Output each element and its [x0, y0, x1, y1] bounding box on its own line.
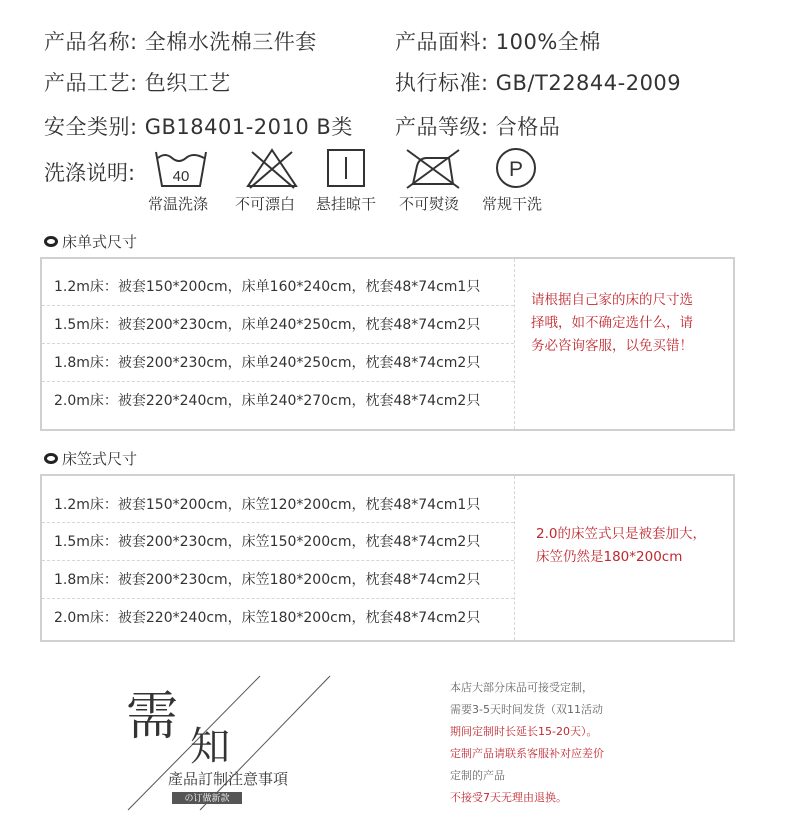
notice-line-4: 定制产品请联系客服补对应差价 — [450, 747, 604, 760]
flat-sheet-note: 请根据自己家的床的尺寸选 择哦，如不确定选什么，请 务必咨询客服，以免买错！ — [531, 292, 693, 354]
fitted-sheet-title-text: 床笠式尺寸 — [62, 450, 138, 468]
notice-line-6: 不接受7天无理由退换。 — [450, 791, 567, 804]
notice-subtitle: 產品訂制注意事項 — [168, 770, 289, 788]
wash-caption-1: 常温洗涤 — [148, 195, 209, 213]
notice-graphic — [118, 668, 368, 818]
table-row: 1.5m床：被套200*230cm，床单240*250cm，枕套48*74cm2只 — [54, 317, 481, 333]
no-iron-icon — [403, 146, 463, 190]
dry-clean-letter: P — [508, 158, 524, 181]
wash-caption-4: 不可熨烫 — [399, 195, 460, 213]
no-bleach-icon — [244, 146, 300, 190]
bullet-icon — [44, 453, 58, 464]
product-name: 产品名称: 全棉水洗棉三件套 — [44, 30, 317, 54]
flat-sheet-table — [40, 257, 735, 431]
wash-temp: 40 — [172, 168, 190, 185]
notice-char-2: 知 — [190, 724, 230, 770]
product-safety: 安全类别: GB18401-2010 B类 — [44, 115, 353, 139]
notice-line-3: 期间定制时长延长15-20天）。 — [450, 725, 598, 738]
flat-sheet-title-text: 床单式尺寸 — [62, 233, 138, 251]
flat-sheet-title — [44, 231, 137, 252]
dry-clean-icon — [494, 146, 538, 190]
wash-40-icon — [152, 146, 210, 190]
notice-line-2: 需要3-5天时间发货（双11活动 — [450, 703, 603, 716]
product-grade: 产品等级: 合格品 — [395, 115, 561, 139]
notice-char-1: 需 — [126, 687, 179, 747]
wash-caption-2: 不可漂白 — [235, 195, 296, 213]
table-row: 1.8m床：被套200*230cm，床笠180*200cm，枕套48*74cm2只 — [54, 572, 481, 588]
notice-line-1: 本店大部分床品可接受定制， — [450, 681, 593, 694]
table-row: 1.2m床：被套150*200cm，床单160*240cm，枕套48*74cm1只 — [54, 279, 481, 295]
table-row: 1.8m床：被套200*230cm，床单240*250cm，枕套48*74cm2只 — [54, 355, 481, 371]
notice-badge: の订做新款 — [184, 794, 230, 804]
product-craft: 产品工艺: 色织工艺 — [44, 71, 231, 95]
table-row: 1.2m床：被套150*200cm，床笠120*200cm，枕套48*74cm1只 — [54, 497, 481, 513]
fitted-sheet-table — [40, 474, 735, 642]
wash-caption-5: 常规干洗 — [482, 195, 543, 213]
bullet-icon — [44, 236, 58, 247]
table-row: 1.5m床：被套200*230cm，床笠150*200cm，枕套48*74cm2只 — [54, 534, 481, 550]
product-standard: 执行标准: GB/T22844-2009 — [395, 71, 682, 95]
wash-label: 洗涤说明: — [44, 161, 136, 185]
fitted-sheet-note: 2.0的床笠式只是被套加大， 床笠仍然是180*200cm — [536, 526, 706, 565]
wash-caption-3: 悬挂晾干 — [316, 195, 377, 213]
fitted-sheet-title — [44, 448, 137, 469]
product-fabric: 产品面料: 100%全棉 — [395, 30, 601, 54]
table-row: 2.0m床：被套220*240cm，床单240*270cm，枕套48*74cm2只 — [54, 393, 481, 409]
table-row: 2.0m床：被套220*240cm，床笠180*200cm，枕套48*74cm2只 — [54, 610, 481, 626]
hang-dry-icon — [326, 146, 366, 190]
notice-line-5: 定制的产品 — [450, 769, 505, 782]
